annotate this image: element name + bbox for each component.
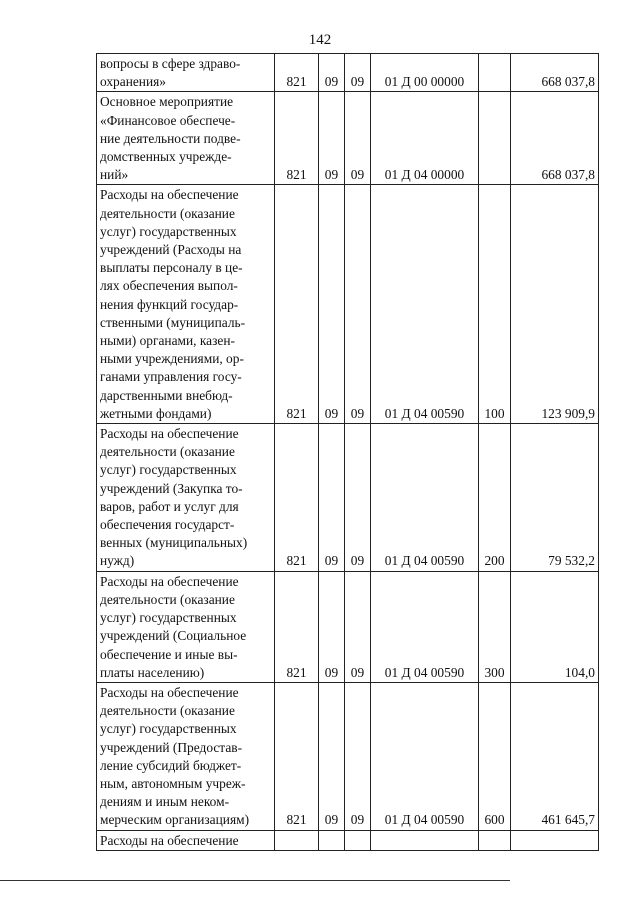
expense-name-cell: Расходы на обеспечение	[97, 830, 275, 850]
budget-table	[96, 53, 599, 851]
subsection-cell: 09	[345, 571, 371, 682]
expense-type-cell	[479, 54, 511, 92]
ministry-code-cell: 821	[275, 424, 319, 572]
footer-divider	[0, 880, 510, 881]
ministry-code-cell	[275, 830, 319, 850]
ministry-code-cell: 821	[275, 185, 319, 424]
target-article-cell: 01 Д 04 00590	[371, 682, 479, 830]
amount-cell: 461 645,7	[511, 682, 599, 830]
table-row	[97, 830, 599, 850]
section-cell: 09	[319, 185, 345, 424]
ministry-code-cell: 821	[275, 54, 319, 92]
expense-name-cell: Основное мероприятие «Финансовое обеспече- ние деятельности подве- домственных учрежде- ний»	[97, 92, 275, 185]
target-article-cell	[371, 830, 479, 850]
table-body	[97, 54, 599, 851]
expense-name-cell: Расходы на обеспечение деятельности (оказание услуг) государственных учреждений (Расходы на выплаты персоналу в це- лях обеспечения выпол- нения функций государ- ственными (муниципаль- ными) органами, казен- ными учреждениями, ор- ганами управления госу- дарственными внебюд- жетными фондами)	[97, 185, 275, 424]
subsection-cell: 09	[345, 92, 371, 185]
target-article-cell: 01 Д 04 00590	[371, 571, 479, 682]
amount-cell: 668 037,8	[511, 54, 599, 92]
section-cell: 09	[319, 92, 345, 185]
table-row	[97, 54, 599, 92]
section-cell: 09	[319, 571, 345, 682]
section-cell: 09	[319, 682, 345, 830]
target-article-cell: 01 Д 00 00000	[371, 54, 479, 92]
ministry-code-cell: 821	[275, 571, 319, 682]
page-number: 142	[308, 32, 332, 48]
expense-name-cell: Расходы на обеспечение деятельности (оказание услуг) государственных учреждений (Предостав- ление субсидий бюджет- ным, автономным учреж- дениям и иным неком- мерческим организациям)	[97, 682, 275, 830]
expense-name-cell: вопросы в сфере здраво- охранения»	[97, 54, 275, 92]
amount-cell: 104,0	[511, 571, 599, 682]
target-article-cell: 01 Д 04 00000	[371, 92, 479, 185]
target-article-cell: 01 Д 04 00590	[371, 424, 479, 572]
expense-name-cell: Расходы на обеспечение деятельности (оказание услуг) государственных учреждений (Социальное обеспечение и иные вы- платы населению)	[97, 571, 275, 682]
target-article-cell: 01 Д 04 00590	[371, 185, 479, 424]
amount-cell: 668 037,8	[511, 92, 599, 185]
table-row	[97, 185, 599, 424]
section-cell: 09	[319, 54, 345, 92]
subsection-cell: 09	[345, 54, 371, 92]
section-cell: 09	[319, 424, 345, 572]
subsection-cell: 09	[345, 185, 371, 424]
amount-cell	[511, 830, 599, 850]
expense-type-cell: 100	[479, 185, 511, 424]
expense-type-cell	[479, 92, 511, 185]
amount-cell: 79 532,2	[511, 424, 599, 572]
table-row	[97, 92, 599, 185]
table-row	[97, 571, 599, 682]
expense-type-cell	[479, 830, 511, 850]
subsection-cell	[345, 830, 371, 850]
amount-cell: 123 909,9	[511, 185, 599, 424]
section-cell	[319, 830, 345, 850]
ministry-code-cell: 821	[275, 682, 319, 830]
table-row	[97, 424, 599, 572]
subsection-cell: 09	[345, 682, 371, 830]
ministry-code-cell: 821	[275, 92, 319, 185]
table-row	[97, 682, 599, 830]
subsection-cell: 09	[345, 424, 371, 572]
expense-name-cell: Расходы на обеспечение деятельности (оказание услуг) государственных учреждений (Закупка то- варов, работ и услуг для обеспечения государст- венных (муниципальных) нужд)	[97, 424, 275, 572]
expense-type-cell: 600	[479, 682, 511, 830]
expense-type-cell: 300	[479, 571, 511, 682]
expense-type-cell: 200	[479, 424, 511, 572]
